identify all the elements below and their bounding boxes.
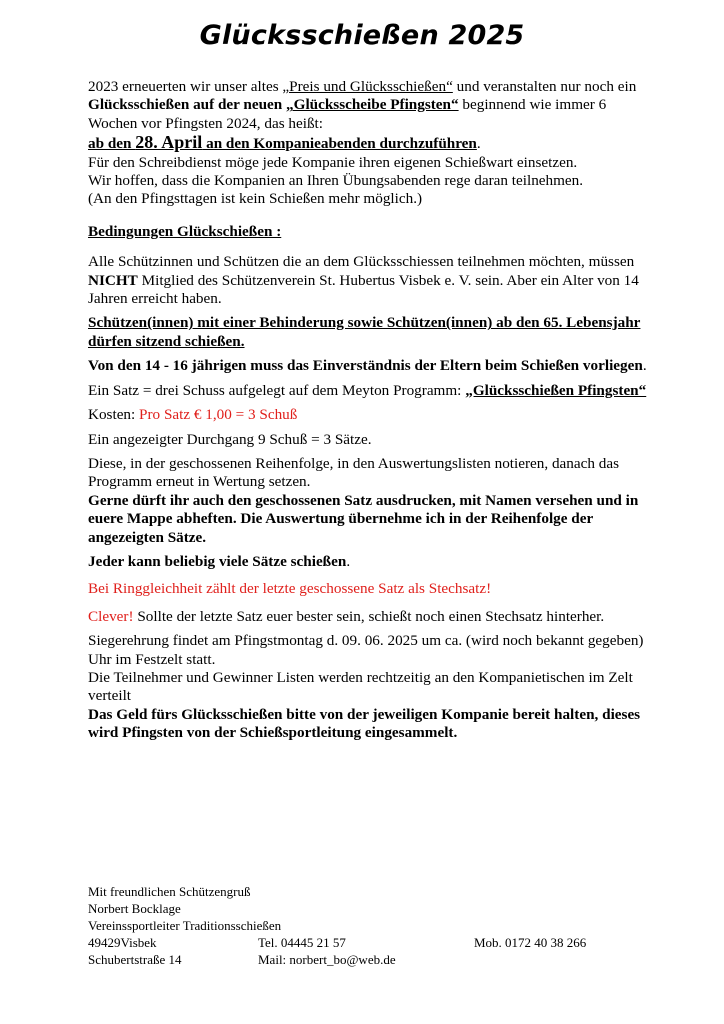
start-date-suffix: an den Kompanieabenden durchzuführen <box>202 135 477 153</box>
emphasis-not: NICHT <box>88 271 138 289</box>
intro-text: 2023 erneuerten wir unser altes <box>88 78 283 95</box>
email: Mail: norbert_bo@web.de <box>258 952 396 967</box>
condition-recording: Diese, in der geschossenen Reihenfolge, in den Auswertungslisten notieren, danach das Programm erneut in Wertung setzen. <box>88 454 619 491</box>
intro-paragraph-1 <box>88 78 648 96</box>
condition-parental-consent <box>88 357 648 375</box>
period: . <box>642 357 647 375</box>
condition-printout: Gerne dürft ihr auch den geschossenen Satz ausdrucken, mit Namen versehen und in euere Mappe abheften. Die Auswertung übernehme ich in der Reihenfolge der angezeigten Sätze. <box>88 491 639 546</box>
intro-text: und veranstalten nur noch ein <box>452 78 637 95</box>
condition-clever <box>88 608 648 626</box>
condition-set-definition <box>88 382 648 400</box>
greeting: Mit freundlichen Schützengruß <box>88 884 251 899</box>
start-date-prefix: ab den <box>88 135 136 153</box>
condition-text: Sollte der letzte Satz euer bester sein, schießt noch einen Stechsatz hinterher. <box>133 607 605 625</box>
signature-block <box>88 883 648 968</box>
lists-distribution: Die Teilnehmer und Gewinner Listen werden rechtzeitig an den Kompanietischen im Zelt verteilt <box>88 668 633 705</box>
intro-text: beginnend wie immer 6 Wochen vor Pfingsten 2024, das heißt: <box>88 96 607 132</box>
condition-text: Alle Schützinnen und Schützen die an dem Glücksschiessen teilnehmen möchten, müssen <box>88 253 635 271</box>
award-ceremony: Siegerehrung findet am Pfingstmontag d. 09. 06. 2025 um ca. (wird noch bekannt gegeben) Uhr im Festzelt statt. <box>88 632 644 668</box>
condition-costs <box>88 406 648 424</box>
mobile-phone: Mob. 0172 40 38 266 <box>474 935 587 950</box>
target-name: „Glücksscheibe Pfingsten“ <box>286 96 459 114</box>
start-date: 28. April <box>135 132 203 153</box>
clever-label: Clever! <box>88 607 134 625</box>
condition-seated: Schützen(innen) mit einer Behinderung sowie Schützen(innen) ab den 65. Lebensjahr dürfen sitzend schießen. <box>88 314 641 350</box>
conditions-heading: Bedingungen Glückschießen : <box>88 222 282 240</box>
condition-unlimited-sets <box>88 553 648 571</box>
page-title: Glücksschießen 2025 <box>199 20 525 51</box>
intro-bold-text: Glücksschießen auf der neuen <box>88 96 287 114</box>
money-collection: Das Geld fürs Glücksschießen bitte von der jeweiligen Kompanie bereit halten, dieses wird Pfingsten von der Schießsportleitung eingesammelt. <box>88 705 641 742</box>
document-body <box>88 78 648 743</box>
phone: Tel. 04445 21 57 <box>258 935 346 950</box>
intro-paragraph-2 <box>88 96 648 133</box>
start-date-line <box>88 133 648 153</box>
condition-round: Ein angezeigter Durchgang 9 Schuß = 3 Sätze. <box>88 430 372 448</box>
program-name: „Glücksschießen Pfingsten“ <box>465 381 647 399</box>
intro-paragraph-4: Für den Schreibdienst möge jede Kompanie ihren eigenen Schießwart einsetzen. <box>88 153 578 171</box>
costs-value: Pro Satz € 1,00 = 3 Schuß <box>139 406 298 424</box>
condition-text: Ein Satz = drei Schuss aufgelegt auf dem Meyton Programm: <box>88 381 466 399</box>
condition-membership <box>88 253 648 308</box>
street-address: Schubertstraße 14 <box>88 952 182 967</box>
period: . <box>476 135 481 153</box>
condition-tiebreak: Bei Ringgleichheit zählt der letzte geschossene Satz als Stechsatz! <box>88 580 492 598</box>
postal-city: 49429Visbek <box>88 935 157 950</box>
intro-paragraph-5: Wir hoffen, dass die Kompanien an Ihren Übungsabenden rege daran teilnehmen. <box>88 172 584 190</box>
author-role: Vereinssportleiter Traditionsschießen <box>88 918 282 933</box>
author-name: Norbert Bocklage <box>88 901 181 916</box>
condition-text: Mitglied des Schützenverein St. Hubertus Visbek e. V. sein. Aber ein Alter von 14 Jahren erreicht haben. <box>88 271 639 308</box>
intro-paragraph-6: (An den Pfingsttagen ist kein Schießen mehr möglich.) <box>88 190 423 208</box>
costs-label: Kosten: <box>88 406 140 424</box>
condition-bold-text: Jeder kann beliebig viele Sätze schießen <box>88 552 347 570</box>
period: . <box>346 552 351 570</box>
condition-bold-text: Von den 14 - 16 jährigen muss das Einverständnis der Eltern beim Schießen vorliegen <box>88 357 643 375</box>
old-event-name: „Preis und Glücksschießen“ <box>282 78 453 95</box>
